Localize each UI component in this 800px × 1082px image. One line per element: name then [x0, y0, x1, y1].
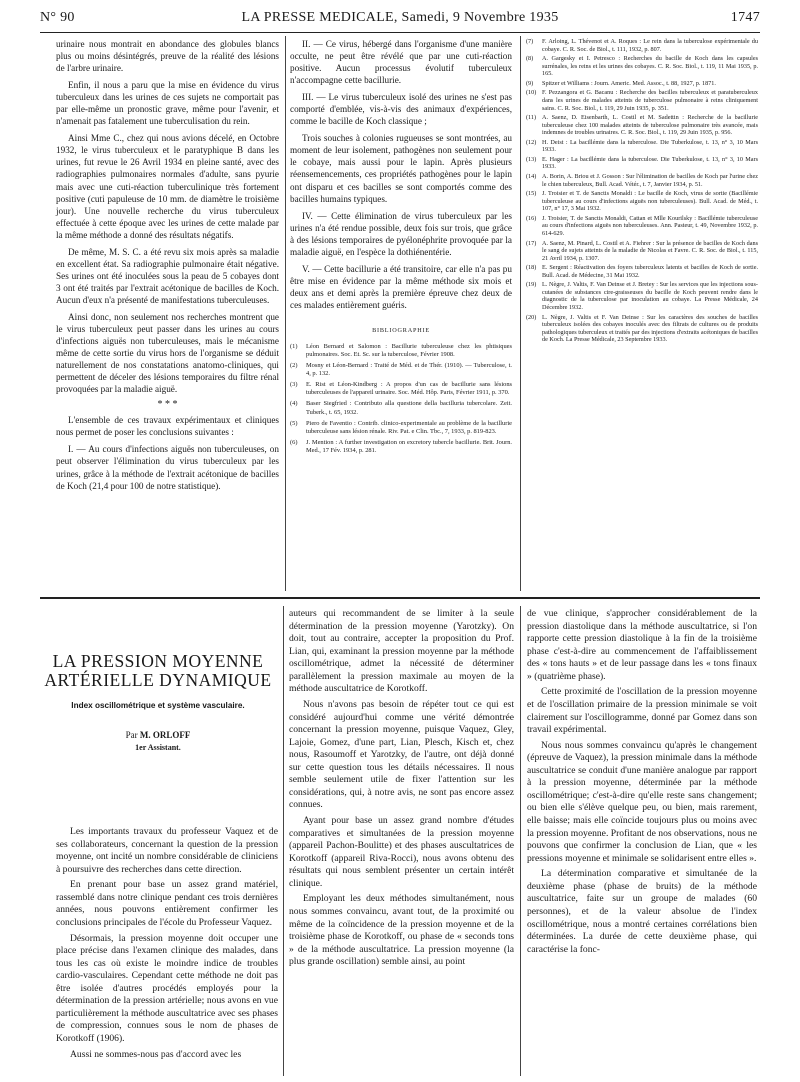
reference-text: E. Sergent : Réactivation des foyers tuberculeux latents et bacilles de Koch de sortie. Bull. Acad. de Médecine, 31 Mai 1932. [542, 264, 758, 279]
article-column-1 [56, 826, 278, 1064]
reference-number: (16) [526, 214, 537, 222]
author-name: M. ORLOFF [139, 729, 191, 740]
reference-number: (6) [290, 438, 298, 446]
paragraph: I. — Au cours d'infections aiguës non tuberculeuses, on peut observer l'élimination du virus tuberculeux par les urines, grâce à la méthode de l'extrait acétonique de bacilles de Koch (21,4 pour 100 de notre statistique). [56, 444, 279, 491]
article-subtitle: Index oscillométrique et système vasculaire. [71, 700, 245, 710]
reference-number: (18) [526, 264, 537, 272]
reference-item [290, 381, 512, 397]
article-title-line-2: ARTÉRIELLE DYNAMIQUE [44, 670, 272, 691]
reference-number: (11) [526, 114, 537, 122]
article-column-2 [289, 608, 514, 972]
paragraph: III. — Le virus tuberculeux isolé des urines ne s'est pas comporté d'emblée, vis-à-vis des animaux d'expériences, comme le bacille de Koch classique ; [290, 92, 512, 127]
paragraph: La détermination comparative et simultanée de la deuxième phase (phase de bruits) de la méthode auscultatrice, faite sur un groupe de malades (60 personnes), et de la valeur absolue de l'index oscillométrique, nous a montré certaines corrélations bien déterminées. La durée de cette deuxième phase, qui caractérise la fonc- [527, 868, 757, 955]
column-divider [285, 36, 286, 591]
bibliography-list-continued [526, 38, 758, 344]
reference-item [526, 215, 758, 238]
paragraph: II. — Ce virus, hébergé dans l'organisme d'une manière occulte, ne peut être révélé que par une cuti-réaction positive. Aucun processus évolutif tuberculeux n'accompagne cette bacillurie. [290, 39, 512, 86]
reference-item [290, 439, 512, 455]
paragraph: Trois souches à colonies rugueuses se sont montrées, au moment de leur isolement, pathogènes non seulement pour le cobaye, mais aussi pour le lapin. Après plusieurs réensemencements, ces propriétés pathogènes pour le lapin ont disparu et ces bacilles se sont comportés comme des bacilles humains typiques. [290, 133, 512, 204]
reference-number: (3) [290, 381, 298, 389]
reference-number: (10) [526, 89, 537, 97]
reference-number: (14) [526, 173, 537, 180]
reference-item [526, 190, 758, 213]
article-title-line-1: LA PRESSION MOYENNE [52, 651, 264, 671]
reference-text: E. Hager : La bacillémie dans la tuberculose. Die Tuberkulose, t. 13, n° 3, 10 Mars 1933. [542, 155, 758, 171]
reference-text: A. Saenz, D. Eisenbarth, L. Costil et M. Sadettin : Recherche de la bacillurie tuberculeuse chez 100 malades atteints de tuberculose pulmonaire très avancée, mais indemnes de troubles urinaires. C. R. Soc. Biol., t. 119, 29 Juin 1935, p. 956. [542, 114, 758, 137]
author-line [40, 730, 276, 740]
reference-number: (5) [290, 419, 298, 427]
paragraph: urinaire nous montrait en abondance des globules blancs plus ou moins désintégrés, preuve de la réalité des lésions de l'arbre urinaire. [56, 39, 279, 74]
reference-text: L. Nègre, J. Valtis, F. Van Deinse et J. Bretey : Sur les services que les injections sous-cutanées de substances cire-graisseuses du bacille de Koch peuvent rendre dans le diagnostic de la tuberculose par inoculation au cobaye. La Presse Médicale, 24 Décembre 1932. [542, 281, 758, 311]
paragraph: Désormais, la pression moyenne doit occuper une place précise dans l'examen clinique des malades, dans tous les cas où existe le moindre indice de troubles cardio-vasculaires. Cependant cette méthode ne doit pas être isolée d'autres procédés employés pour la détermination de la pression artérielle; nous avons en vue particulièrement la méthode auscultatrice avec ses phases de compression, connues sous le nom de phases de Korotkoff (1906). [56, 932, 278, 1044]
section-separator: * * * [157, 399, 178, 411]
reference-text: Baser Siegfried : Contributo alla questione della bacilluria tubercolare. Zeit. Tuberk., t. 65, 1932. [306, 400, 512, 416]
top-column-2 [290, 38, 512, 458]
paragraph: de vue clinique, s'approcher considérablement de la pression diastolique dans la méthode auscultatrice, si l'on rapporte cette pression diastolique à la fin de la troisième phase c'est-à-dire au commencement de l'affaiblissement des « tons hauts » et de leur passage dans les « tons finaux » (quatrième phase). [527, 608, 757, 682]
reference-item [526, 114, 758, 137]
section-rule [40, 597, 760, 599]
reference-text: F. Pezzangora et G. Bacanu : Recherche des bacilles tuberculeux et paratuberculeux dans les urines de malades atteints de tuberculose pulmonaire à reins cliniquement sains. C. R. Soc. Biol., t. 119, 29 Juin 1935, p. 351. [542, 89, 758, 112]
paragraph: L'ensemble de ces travaux expérimentaux et cliniques nous permet de poser les conclusions suivantes : [56, 415, 279, 438]
reference-text: J. Troisier et T. de Sanctis Monaldi : Le bacille de Koch, virus de sortie (Bacillémie tuberculeuse au cours d'infections aiguës non tuberculeuses). Bull. Acad. de Méd., t. 107, n° 17, 3 Mai 1932. [542, 190, 758, 213]
reference-text: F. Arloing, L. Thévenot et A. Roques : Le rein dans la tuberculose expérimentale du cobaye. C. R. Soc. de Biol., t. 111, 1932, p. 807. [542, 38, 758, 53]
paragraph: IV. — Cette élimination de virus tuberculeux par les urines n'a été rendue possible, deux fois sur trois, que grâce à des lésions temporaires de pyélonéphrite provoquée par la maladie aiguë, en l'espèce la dothiénentérie. [290, 210, 512, 257]
paragraph: auteurs qui recommandent de se limiter à la seule détermination de la pression moyenne (Yarotzky). On doit, tout au contraire, accepter la proposition du Prof. Lian, qui, examinant la pression moyenne par la méthode oscillométrique, admet la nécessité de déterminer parallèlement la pression maximale au moyen de la méthode auscultatrice de Korotkoff. [289, 608, 514, 695]
bibliography-list [290, 343, 512, 455]
reference-item [526, 240, 758, 263]
reference-item [526, 173, 758, 188]
reference-number: (8) [526, 55, 534, 63]
reference-text: A. Borin, A. Briou et J. Gosson : Sur l'élimination de bacilles de Koch par l'urine chez le chien tuberculeux, Bull. Acad. Vétér., t. 7, Janvier 1934, p. 51. [542, 173, 758, 188]
paragraph: Employant les deux méthodes simultanément, nous nous sommes convaincu, avant tout, de la proximité ou même de la coïncidence de la pression moyenne et de la troisième phase de Korotkoff, ou phase de « seconds tons » de la méthode auscultatrice. La pression moyenne (la plus grande oscillation) semble ainsi, au point [289, 893, 514, 968]
reference-item [526, 314, 758, 344]
journal-title: LA PRESSE MEDICALE, Samedi, 9 Novembre 1935 [241, 10, 559, 25]
bibliography-heading: BIBLIOGRAPHIE [372, 326, 430, 334]
reference-item [526, 139, 758, 154]
reference-number: (1) [290, 343, 298, 351]
paragraph: Ayant pour base un assez grand nombre d'études comparatives et simultanées de la pression moyenne (appareil Pachon-Boulitte) et des phases auscultatrices de Korotkoff (appareil Riva-Rocci), nous avons obtenu des résultats qui nous semblent présenter un certain intérêt clinique. [289, 815, 514, 889]
paragraph: Nous nous sommes convaincu qu'après le changement (épreuve de Vaquez), la pression minimale dans la méthode auscultatrice se conduit d'une manière analogue par rapport à la pression moyenne, déterminée par la méthode oscillométrique; c'est-à-dire qu'elle reste sans changement; ou bien elle s'élève quelque peu, ou bien, mais rarement, elle baisse; mais elle coïncide toujours plus ou moins avec la pression moyenne. Profitant de nos observations, nous ne pouvons que confirmer la conclusion de Lian, que « les pressions moyenne et minimale se solidarisent entre elles ». [527, 739, 757, 864]
reference-number: (4) [290, 400, 298, 408]
paragraph: En prenant pour base un assez grand matériel, rassemblé dans notre clinique pendant ces trois dernières années, nous pouvons entièrement confirmer les conclusions principales de l'école du Professeur Vaquez. [56, 879, 278, 928]
paragraph: Ainsi donc, non seulement nos recherches montrent que le virus tuberculeux peut passer dans les urines au cours d'infections aiguës non tuberculeuses, mais le mécanisme même de cette sortie du virus hors de l'organisme se déduit naturellement de nos constatations anatomo-cliniques, qui permettent de déceler des lésions temporaires du filtre rénal provoquées par la maladie aiguë. [56, 311, 279, 395]
reference-text: J. Troisier, T. de Sanctis Monaldi, Cattan et Mlle Kourilsky : Bacillémie tuberculeuse au cours d'infections aiguës non tuberculeuses. Ann. Pasteur, t. 49, Novembre 1932, p. 614-629. [542, 214, 758, 237]
author-role: 1er Assistant. [135, 742, 181, 752]
reference-text: Spitzer et Williams : Journ. Americ. Med. Assoc., t. 88, 1927, p. 1871. [542, 79, 716, 87]
reference-text: A. Gargesky et I. Petresco : Recherches du bacille de Koch dans les capsules surrénales, les reins et les urines des cobayes. C. R. Soc. Biol., t. 119, 11 Mai 1935, p. 165. [542, 55, 758, 78]
reference-item [526, 156, 758, 171]
reference-item [290, 343, 512, 359]
issue-number: N° 90 [40, 10, 75, 25]
reference-text: Léon Bernard et Salomon : Bacillurie tuberculeuse chez les phtisiques pulmonaires. Soc. Et. Sc. sur la tuberculose, Février 1908. [306, 343, 512, 359]
reference-text: Mosny et Léon-Bernard : Traité de Méd. et de Thér. (1910). — Tuberculose, t. 4, p. 132. [306, 362, 512, 378]
reference-number: (2) [290, 362, 298, 370]
top-column-3 [526, 38, 758, 346]
column-divider [283, 606, 284, 1076]
reference-item [526, 80, 758, 88]
paragraph: Enfin, il nous a paru que la mise en évidence du virus tuberculeux dans les urines de ces sujets ne comportait pas par elle-même un pronostic grave, même pour l'avenir, et n'amenait pas fatalement une tuberculisation du rein. [56, 80, 279, 127]
paragraph: V. — Cette bacillurie a été transitoire, car elle n'a pas pu être mise en évidence par la même méthode six mois et deux ans et demi après la première épreuve chez deux de ces malades entièrement guéris. [290, 263, 512, 310]
reference-item [526, 281, 758, 311]
reference-item [526, 38, 758, 53]
reference-number: (13) [526, 155, 537, 163]
paragraph: Nous n'avons pas besoin de répéter tout ce qui est considéré aujourd'hui comme une vérité démontrée concernant la pression moyenne, puisque Vaquez, Gley, Lajoie, Gomez, d'une part, Lian, Plesch, Kisch et, chez nous, Rasoumoff et Yarotzky, de l'autre, ont déjà donné sur cette question tous les détails nécessaires. Il nous semble seulement utile de fixer l'attention sur les considérations, qui, à notre avis, ne sont pas encore assez connues. [289, 698, 514, 811]
reference-number: (15) [526, 190, 537, 198]
running-header [40, 10, 760, 30]
reference-item [290, 362, 512, 378]
reference-item [526, 89, 758, 112]
column-divider [520, 36, 521, 591]
reference-item [290, 420, 512, 436]
article-title-block [40, 652, 276, 752]
column-divider [520, 606, 521, 1076]
paragraph: Ainsi Mme C., chez qui nous avions décelé, en Octobre 1932, le virus tuberculeux et le paratyphique B dans les urines, fut revue le 26 Avril 1934 en pleine santé, avec des radiographies pulmonaires normales d'adulte, sans pyurie mais avec une cuti-réaction tuberculinique très fortement positive (cuti papuleuse de 10 mm. de diamètre le troisième jour). Une nouvelle recherche du virus tuberculeux effectuée à cette époque avec les urines de cette malade par la même méthode a donné des résultats négatifs. [56, 133, 279, 240]
paragraph: Cette proximité de l'oscillation de la pression moyenne et de l'oscillation primaire de la pression minimale se voit clairement sur l'oscillogramme, donné par Gomez dans son travail expérimental. [527, 686, 757, 736]
reference-text: A. Saenz, M. Pinard, L. Costil et A. Fiehrer : Sur la présence de bacilles de Koch dans le sang de sujets atteints de la maladie de Nicolas et Favre. C. R. Soc. de Biol., t. 115, 21 Avril 1934, p. 1307. [542, 239, 758, 262]
reference-text: J. Mention : A further investigation on excretory tubercle bacillurie. Brit. Journ. Med., 17 Fév. 1934, p. 281. [306, 438, 512, 454]
reference-text: L. Nègre, J. Valtis et F. Van Deinse : Sur les caractères des souches de bacilles tuberculeux isolées des cobayes inoculés avec des filtrats de cultures ou de produits pathologiques tuberculeux et traités par des injections d'extraits acétoniques de bacilles de Koch. La Presse Médicale, 23 Septembre 1933. [542, 313, 758, 344]
reference-number: (19) [526, 281, 537, 289]
reference-number: (12) [526, 138, 537, 146]
paragraph: De même, M. S. C. a été revu six mois après sa maladie en excellent état. Sa radiographie pulmonaire était négative. Ses urines ont été inoculées sous la peau de 5 cobayes dont 3 ont été traités par l'extrait acétonique de bacilles de Koch. Aucun d'eux n'a présenté de manifestations tuberculeuses. [56, 246, 279, 305]
reference-number: (20) [526, 313, 537, 321]
reference-number: (17) [526, 239, 537, 247]
page-number: 1747 [730, 10, 760, 25]
reference-item [290, 400, 512, 416]
reference-number: (9) [526, 79, 534, 87]
reference-item [526, 55, 758, 78]
top-column-1 [56, 38, 279, 497]
author-prefix: Par [125, 729, 138, 740]
reference-item [526, 264, 758, 279]
reference-number: (7) [526, 38, 534, 45]
article-column-3 [527, 608, 757, 959]
reference-text: Piero de Faventio : Contrib. clinico-experimentale au problème de la bacillurie tuberculeuse sans lésion rénale. Riv. Pat. e Clin. Tbc., 7, 1933, p. 819-823. [306, 419, 512, 435]
reference-text: E. Rist et Léon-Kindberg : A propos d'un cas de bacillurie sans lésions tuberculeuses de l'appareil urinaire. Soc. Méd. Hôp. Paris, Février 1911, p. 370. [306, 381, 512, 397]
paragraph: Les importants travaux du professeur Vaquez et de ses collaborateurs, concernant la question de la pression moyenne, ont incité un nombre considérable de cliniciens à poursuivre des recherches dans cette direction. [56, 826, 278, 875]
paragraph: Aussi ne sommes-nous pas d'accord avec les [70, 1048, 242, 1060]
reference-text: H. Deist : La bacillémie dans la tuberculose. Die Tuberkulose, t. 13, n° 3, 10 Mars 1933. [542, 138, 758, 154]
header-rule [40, 32, 760, 33]
